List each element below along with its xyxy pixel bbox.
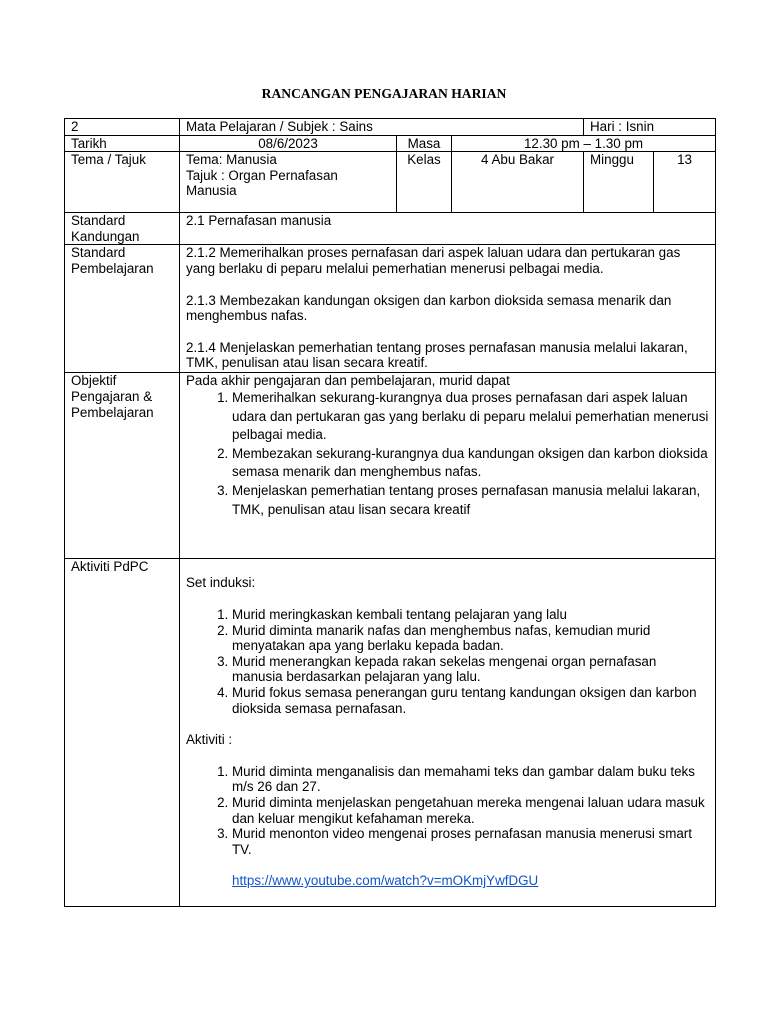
objektif-row (65, 373, 716, 559)
day-cell: Hari : Isnin (584, 119, 716, 136)
standard-kandungan-text: 2.1 Pernafasan manusia (180, 213, 716, 245)
objektif-intro: Pada akhir pengajaran dan pembelajaran, murid dapat (186, 373, 510, 389)
date-row (65, 135, 716, 152)
aktiviti-cell (180, 559, 716, 907)
aktiviti-label: Aktiviti PdPC (65, 559, 180, 907)
time-value: 12.30 pm – 1.30 pm (452, 135, 716, 152)
standard-kandungan-label: Standard Kandungan (65, 213, 180, 245)
set-induksi-label: Set induksi: (186, 575, 256, 591)
standard-pembelajaran-row (65, 245, 716, 373)
week-label: Minggu (584, 152, 654, 213)
standard-pembelajaran-label: Standard Pembelajaran (65, 245, 180, 373)
document-title: RANCANGAN PENGAJARAN HARIAN (261, 86, 507, 101)
subject-cell: Mata Pelajaran / Subjek : Sains (180, 119, 584, 136)
theme-row (65, 152, 716, 213)
list-item: 3. Murid menonton video mengenai proses pernafasan manusia menerusi smart TV. (232, 826, 709, 857)
list-item: 1. Murid meringkaskan kembali tentang pelajaran yang lalu (232, 607, 709, 623)
aktiviti-row (65, 559, 716, 907)
list-item: 3. Murid menerangkan kepada rakan sekelas mengenai organ pernafasan manusia berdasarkan pelajaran yang lalu. (232, 654, 709, 685)
sp-item: 2.1.3 Membezakan kandungan oksigen dan karbon dioksida semasa menarik dan menghembus nafas. (186, 292, 672, 324)
list-item: 2. Murid diminta menjelaskan pengetahuan mereka mengenai laluan udara masuk dan keluar mengikut kefahaman mereka. (232, 795, 709, 826)
standard-pembelajaran-cell (180, 245, 716, 373)
theme-label: Tema / Tajuk (65, 152, 180, 213)
list-item: 4. Murid fokus semasa penerangan guru tentang kandungan oksigen dan karbon dioksida semasa pernafasan. (232, 685, 709, 716)
list-item: 2. Membezakan sekurang-kurangnya dua kandungan oksigen dan karbon dioksida semasa menarik dan menghembus nafas. (232, 445, 709, 482)
video-link[interactable]: https://www.youtube.com/watch?v=mOKmjYwfDGU (232, 873, 539, 889)
set-induksi-list (186, 607, 709, 716)
date-value: 08/6/2023 (180, 135, 397, 152)
date-label: Tarikh (65, 135, 180, 152)
header-row (65, 119, 716, 136)
sp-item: 2.1.2 Memerihalkan proses pernafasan dari aspek laluan udara dan pertukaran gas yang berlaku di peparu melalui pemerhatian menerusi pelbagai media. (186, 245, 681, 276)
standard-kandungan-row (65, 213, 716, 245)
theme-cell (180, 152, 397, 213)
class-value: 4 Abu Bakar (452, 152, 584, 213)
objektif-list (186, 389, 709, 519)
week-value: 13 (654, 152, 716, 213)
list-item: 1. Murid diminta menganalisis dan memahami teks dan gambar dalam buku teks m/s 26 dan 27. (232, 764, 709, 795)
class-label: Kelas (397, 152, 452, 213)
lesson-plan-table (64, 118, 716, 907)
row-number: 2 (65, 119, 180, 136)
time-label: Masa (397, 135, 452, 152)
list-item: 1. Memerihalkan sekurang-kurangnya dua proses pernafasan dari aspek laluan udara dan pertukaran gas yang berlaku di peparu melalui pemerhatian menerusi pelbagai media. (232, 389, 709, 445)
objektif-label: Objektif Pengajaran & Pembelajaran (65, 373, 180, 559)
aktiviti-sub-label: Aktiviti : (186, 732, 233, 748)
sp-item: 2.1.4 Menjelaskan pemerhatian tentang proses pernafasan manusia melalui lakaran, TMK, penulisan atau lisan secara kreatif. (186, 339, 688, 371)
list-item: 2. Murid diminta manarik nafas dan menghembus nafas, kemudian murid menyatakan apa yang berlaku kepada badan. (232, 623, 709, 654)
tema-text: Tema: Manusia (186, 152, 277, 168)
objektif-cell (180, 373, 716, 559)
aktiviti-list (186, 764, 709, 858)
tajuk-text: Tajuk : Organ Pernafasan Manusia (186, 167, 338, 199)
list-item: 3. Menjelaskan pemerhatian tentang proses pernafasan manusia melalui lakaran, TMK, penulisan atau lisan secara kreatif (232, 482, 709, 519)
